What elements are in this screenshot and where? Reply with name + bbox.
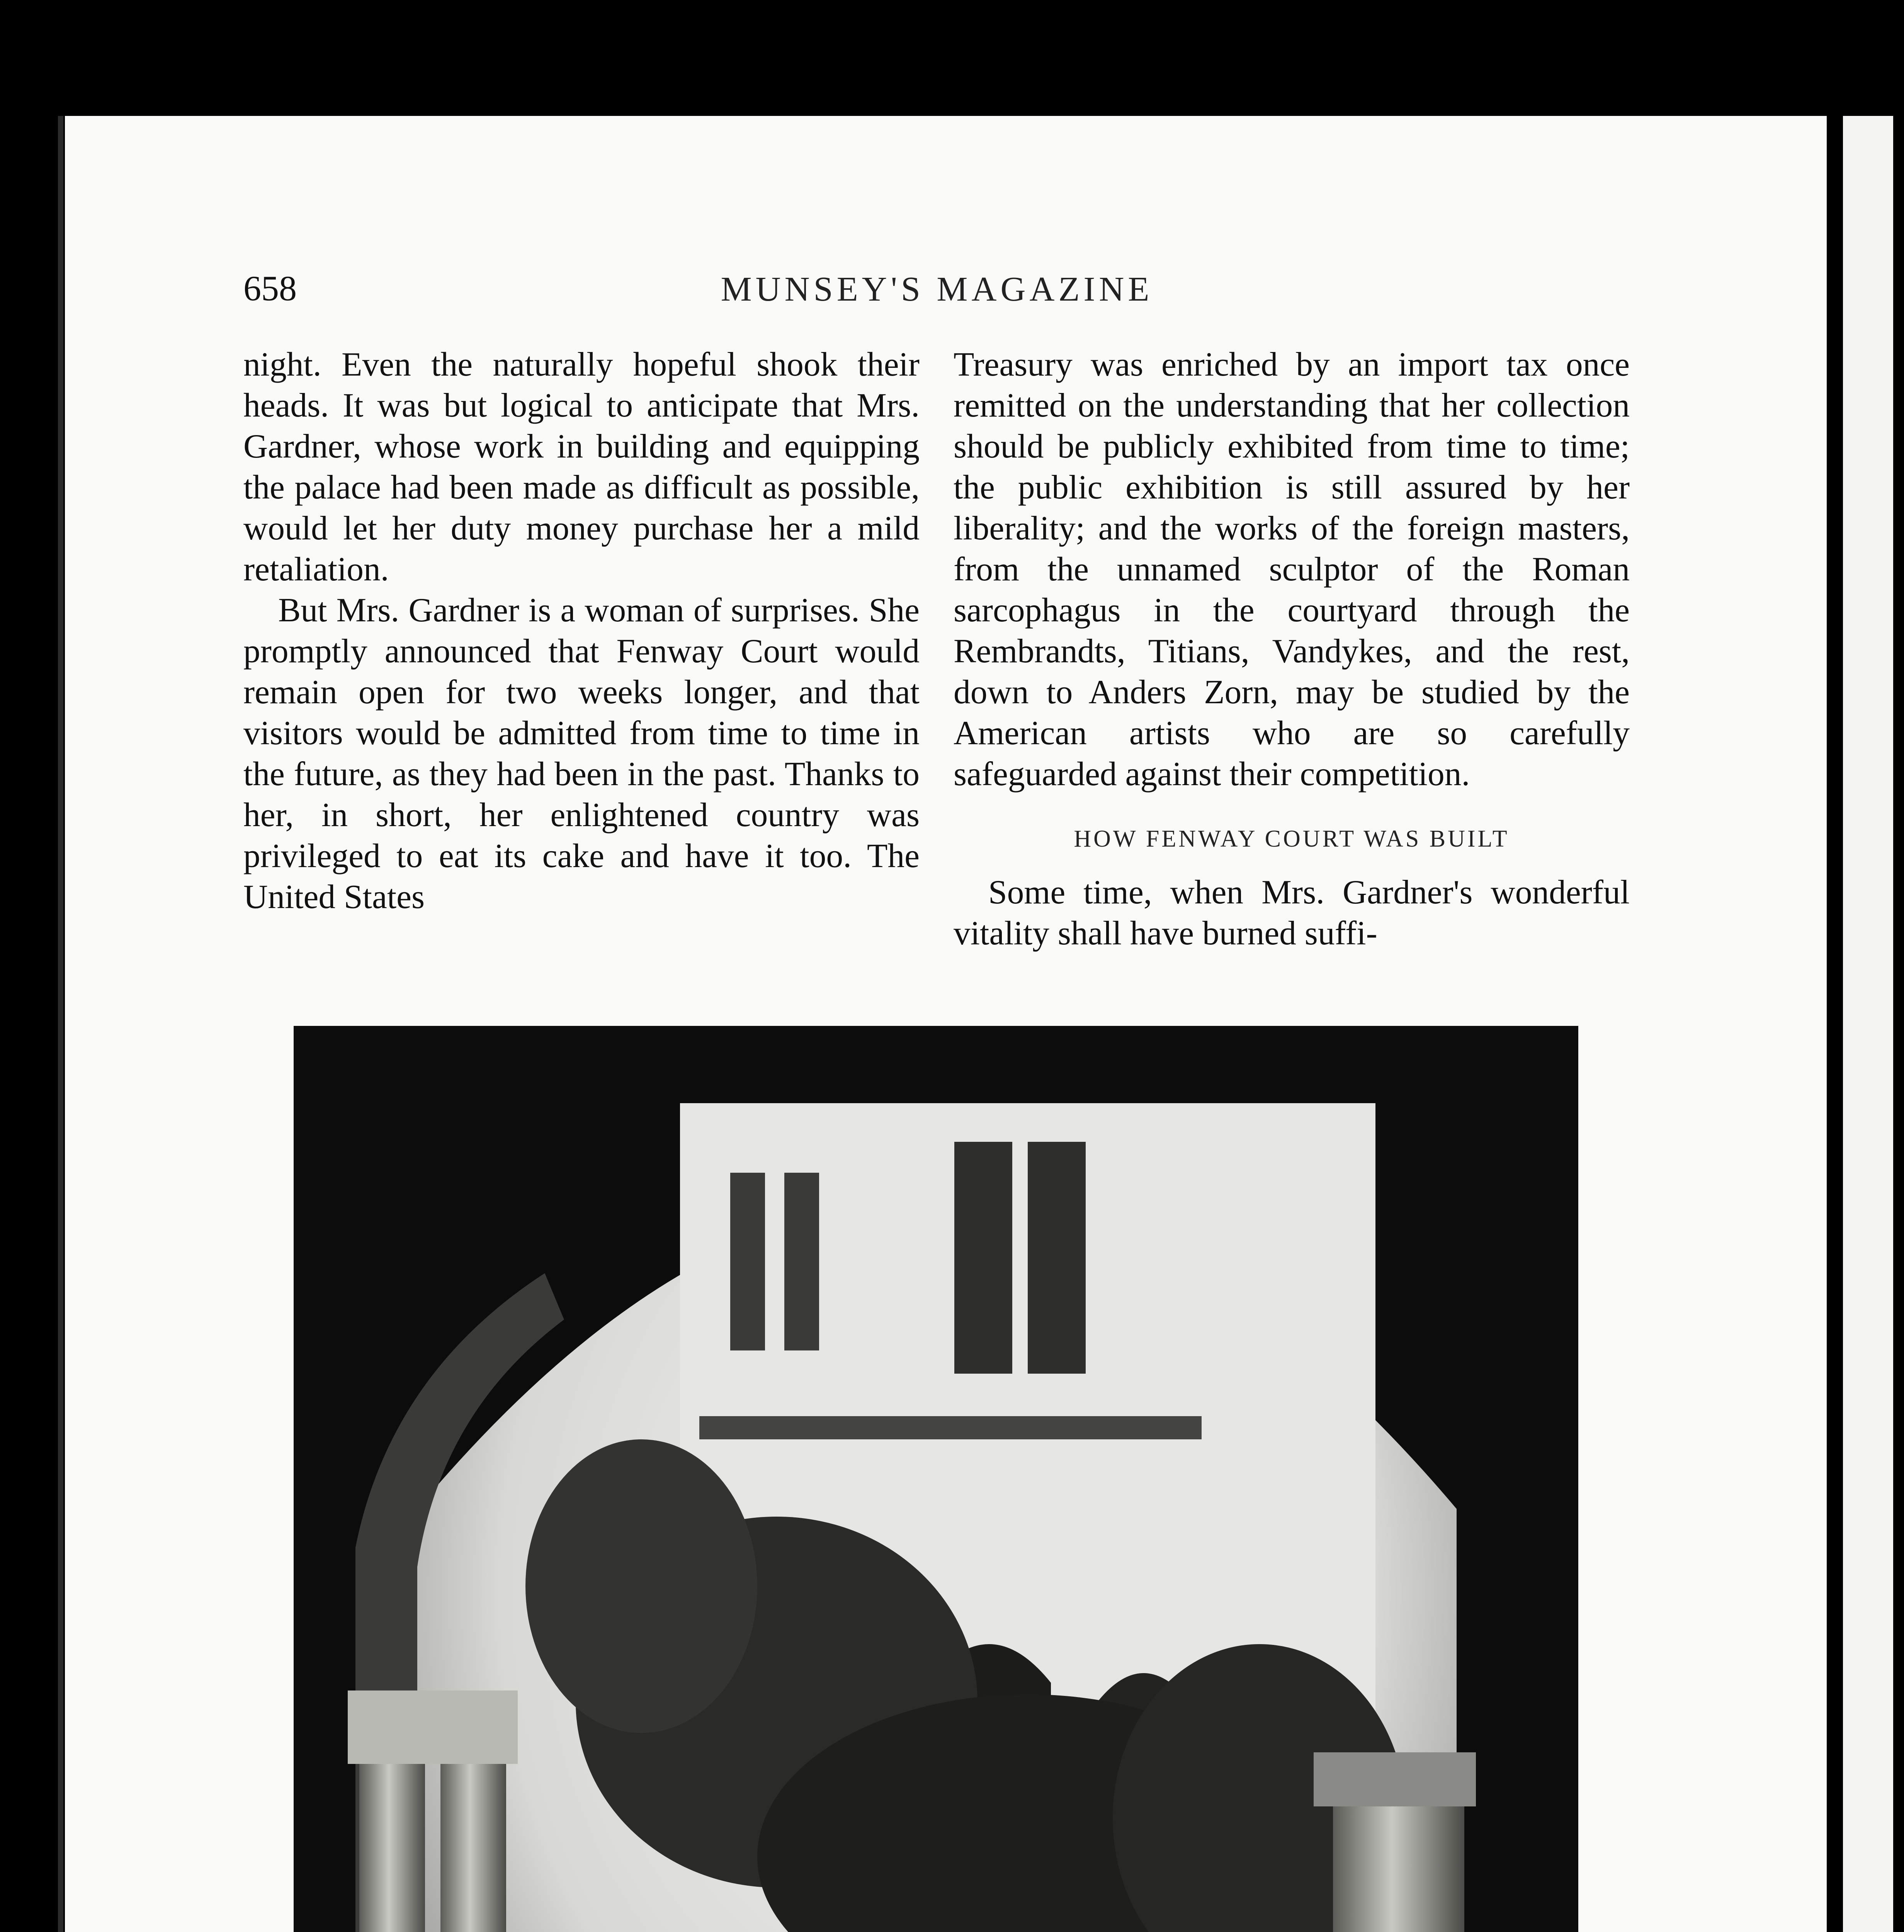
right-column bbox=[954, 344, 1630, 954]
left-paragraph-2: But Mrs. Gardner is a woman of surprises. She promptly announced that Fenway Court would remain open for two weeks longer, and that visitors would be admitted from time to time in the future, as they had been in the past. Thanks to her, in short, her enlightened country was privileged to eat its cake and have it too. The United States bbox=[243, 591, 920, 915]
right-paragraph-2: Some time, when Mrs. Gardner's wonderful vitality shall have burned suffi- bbox=[954, 873, 1630, 952]
page-header bbox=[243, 270, 1630, 317]
left-paragraph-1: night. Even the naturally hopeful shook their heads. It was but logical to anticipate that Mrs. Gardner, whose work in building and equipping the palace had been made as difficult as possible, would let her duty money purchase her a mild retaliation. bbox=[243, 345, 920, 588]
left-column bbox=[243, 344, 920, 917]
section-heading: HOW FENWAY COURT WAS BUILT bbox=[1074, 826, 1510, 852]
page-number: 658 bbox=[243, 269, 297, 308]
right-paragraph-1: Treasury was enriched by an import tax once remitted on the understanding that her collection should be publicly exhibited from time to time; the public exhibition is still assured by her liberality; and the works of the foreign masters, from the unnamed sculptor of the Roman sarcophagus in the courtyard through the Rembrandts, Titians, Vandykes, and the rest, down to Anders Zorn, may be studied by the American artists who are so carefully safeguarded against their competition. bbox=[954, 345, 1630, 793]
running-head: MUNSEY'S MAGAZINE bbox=[721, 270, 1153, 308]
next-page-edge bbox=[1843, 116, 1893, 1932]
page-binding-edge bbox=[58, 116, 63, 1932]
courtyard-photograph bbox=[294, 1026, 1578, 1932]
courtyard-photo-image bbox=[294, 1026, 1578, 1932]
